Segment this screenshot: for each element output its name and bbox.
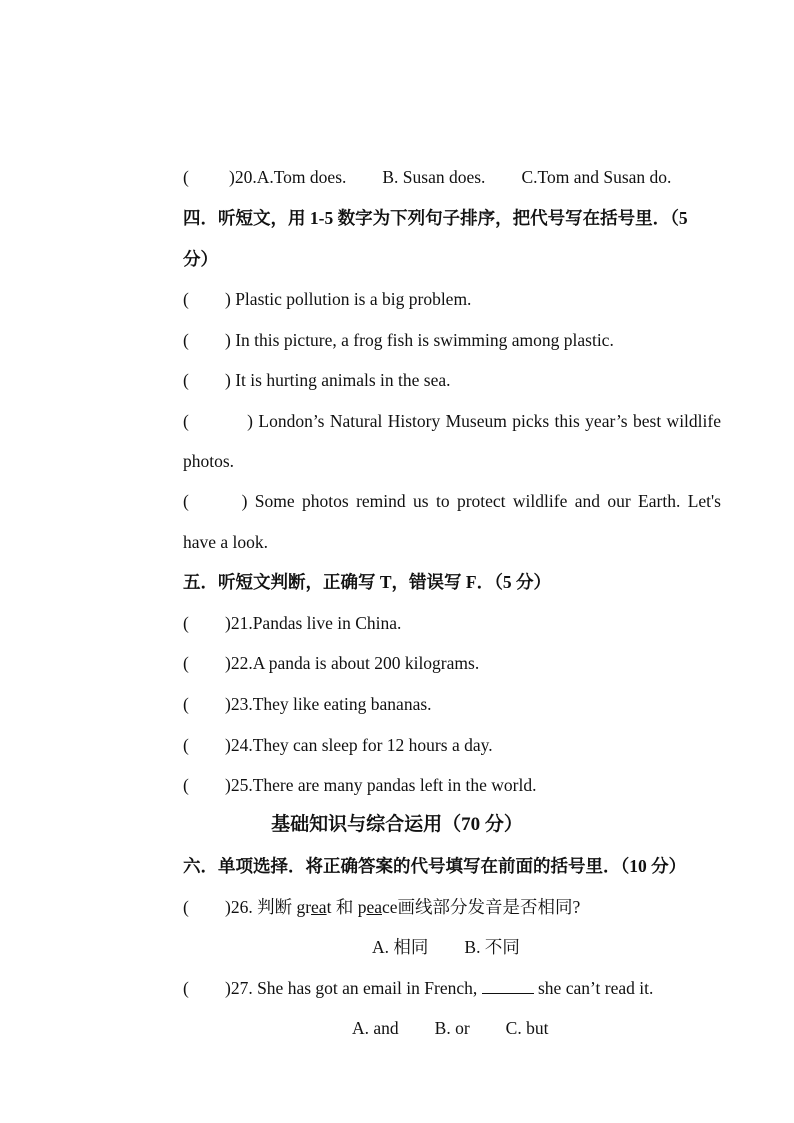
answer-paren: ( [183,897,189,917]
item-text-cont: have a look. [183,532,269,552]
item-text-cont: photos. [183,451,235,471]
list-item [183,329,721,351]
question-20 [183,166,721,188]
item-text: )25.There are many pandas left in the world. [225,775,537,795]
option-a: A. and [352,1018,399,1038]
list-item [183,288,721,310]
list-item [183,693,721,715]
list-item [183,734,721,756]
section-4-heading: 四．听短文，用 1-5 数字为下列句子排序，把代号写在括号里．（5 [183,208,688,228]
list-item [183,369,721,391]
answer-paren: ( [183,289,189,309]
item-text: )22.A panda is about 200 kilograms. [225,653,480,673]
section-5-heading: 五．听短文判断，正确写 T，错误写 F．（5 分） [183,572,551,592]
section-4-heading-cont: 分） [183,249,218,269]
list-item [183,410,721,432]
answer-paren: ( [183,167,189,187]
option-b: B. or [434,1018,470,1038]
question-text-mid: t 和 p [326,897,367,917]
question-text: )26. 判断 gr [225,897,312,917]
list-item [183,612,721,634]
option-c: C.Tom and Susan do. [521,167,672,187]
question-27 [183,977,721,999]
answer-paren: ( [183,653,189,673]
question-26 [183,896,721,918]
option-b: B. 不同 [464,937,520,957]
question-text-end: she can’t read it. [533,978,654,998]
underlined-letters: ea [366,897,382,917]
question-text: )27. She has got an email in French, [225,978,482,998]
underlined-letters: ea [311,897,327,917]
list-item [183,490,721,512]
item-text: ) In this picture, a frog fish is swimming among plastic. [225,330,614,350]
answer-paren: ( [183,370,189,390]
item-text: )24.They can sleep for 12 hours a day. [225,735,493,755]
question-26-options [372,936,520,958]
answer-paren: ( [183,775,189,795]
item-text: ) Plastic pollution is a big problem. [225,289,472,309]
question-number: )20. [229,167,257,187]
answer-paren: ( [183,330,189,350]
item-text: ) It is hurting animals in the sea. [225,370,451,390]
item-text: )23.They like eating bananas. [225,694,432,714]
item-text: )21.Pandas live in China. [225,613,402,633]
option-c: C. but [505,1018,549,1038]
option-a: A.Tom does. [256,167,347,187]
item-text: ) Some photos remind us to protect wildlife and our Earth. Let's [241,491,721,511]
item-text: ) London’s Natural History Museum picks this year’s best wildlife [247,411,721,431]
answer-paren: ( [183,411,189,431]
section-6-heading: 六．单项选择．将正确答案的代号填写在前面的括号里．（10 分） [183,856,687,876]
answer-paren: ( [183,491,189,511]
question-27-options [352,1017,548,1039]
answer-paren: ( [183,978,189,998]
part-title: 基础知识与综合运用（70 分） [271,814,523,835]
answer-paren: ( [183,735,189,755]
fill-in-blank [482,977,534,994]
option-a: A. 相同 [372,937,429,957]
list-item [183,652,721,674]
option-b: B. Susan does. [382,167,486,187]
answer-paren: ( [183,613,189,633]
answer-paren: ( [183,694,189,714]
question-text-end: ce画线部分发音是否相同? [382,897,581,917]
list-item [183,774,721,796]
